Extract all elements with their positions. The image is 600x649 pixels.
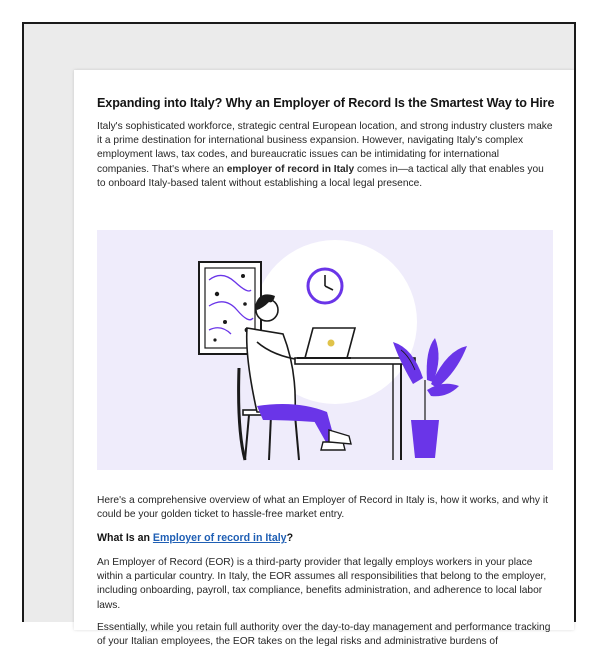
definition-paragraph: An Employer of Record (EOR) is a third-party provider that legally employs workers in your place within a particular country. In Italy, the EOR assumes all responsibilities that belong to the employer, including onboarding, payroll, tax compliance, benefits administration, and adherence to local labor laws. xyxy=(97,557,547,611)
intro-text-before: Italy's sophisticated workforce, strategic central European location, and strong industry clusters make it a prime destination for international business expansion. However, navigating Italy's complex employment laws, tax codes, and bureaucratic issues can be intimidating for international companies. That's where an xyxy=(97,121,553,175)
wall-clock-icon xyxy=(308,269,342,303)
hero-illustration xyxy=(97,230,553,470)
intro-text-after: comes in—a tactical ally that enables you to onboard Italy-based talent without establishing a local legal presence. xyxy=(97,163,544,189)
intro-paragraph xyxy=(97,120,553,191)
person-at-desk-illustration xyxy=(97,230,553,470)
document-page xyxy=(74,70,574,648)
section-heading-suffix: ? xyxy=(286,532,294,544)
article-content xyxy=(97,96,555,648)
intro-bold-keyword: employer of record in Italy xyxy=(226,163,355,175)
essentially-paragraph: Essentially, while you retain full authority over the day-to-day management and performance tracking of your Italian employees, the EOR takes on the legal risks and administrative burdens of xyxy=(97,622,551,648)
section-heading xyxy=(97,532,293,544)
plant-icon xyxy=(393,338,467,458)
section-heading-prefix: What Is an xyxy=(97,532,153,544)
article-title: Expanding into Italy? Why an Employer of Record Is the Smartest Way to Hire xyxy=(97,96,555,110)
employer-of-record-link[interactable]: Employer of record in Italy xyxy=(152,532,287,544)
overview-paragraph: Here's a comprehensive overview of what an Employer of Record in Italy is, how it works, and why it could be your golden ticket to hassle-free market entry. xyxy=(97,495,548,521)
document-frame xyxy=(22,22,576,648)
